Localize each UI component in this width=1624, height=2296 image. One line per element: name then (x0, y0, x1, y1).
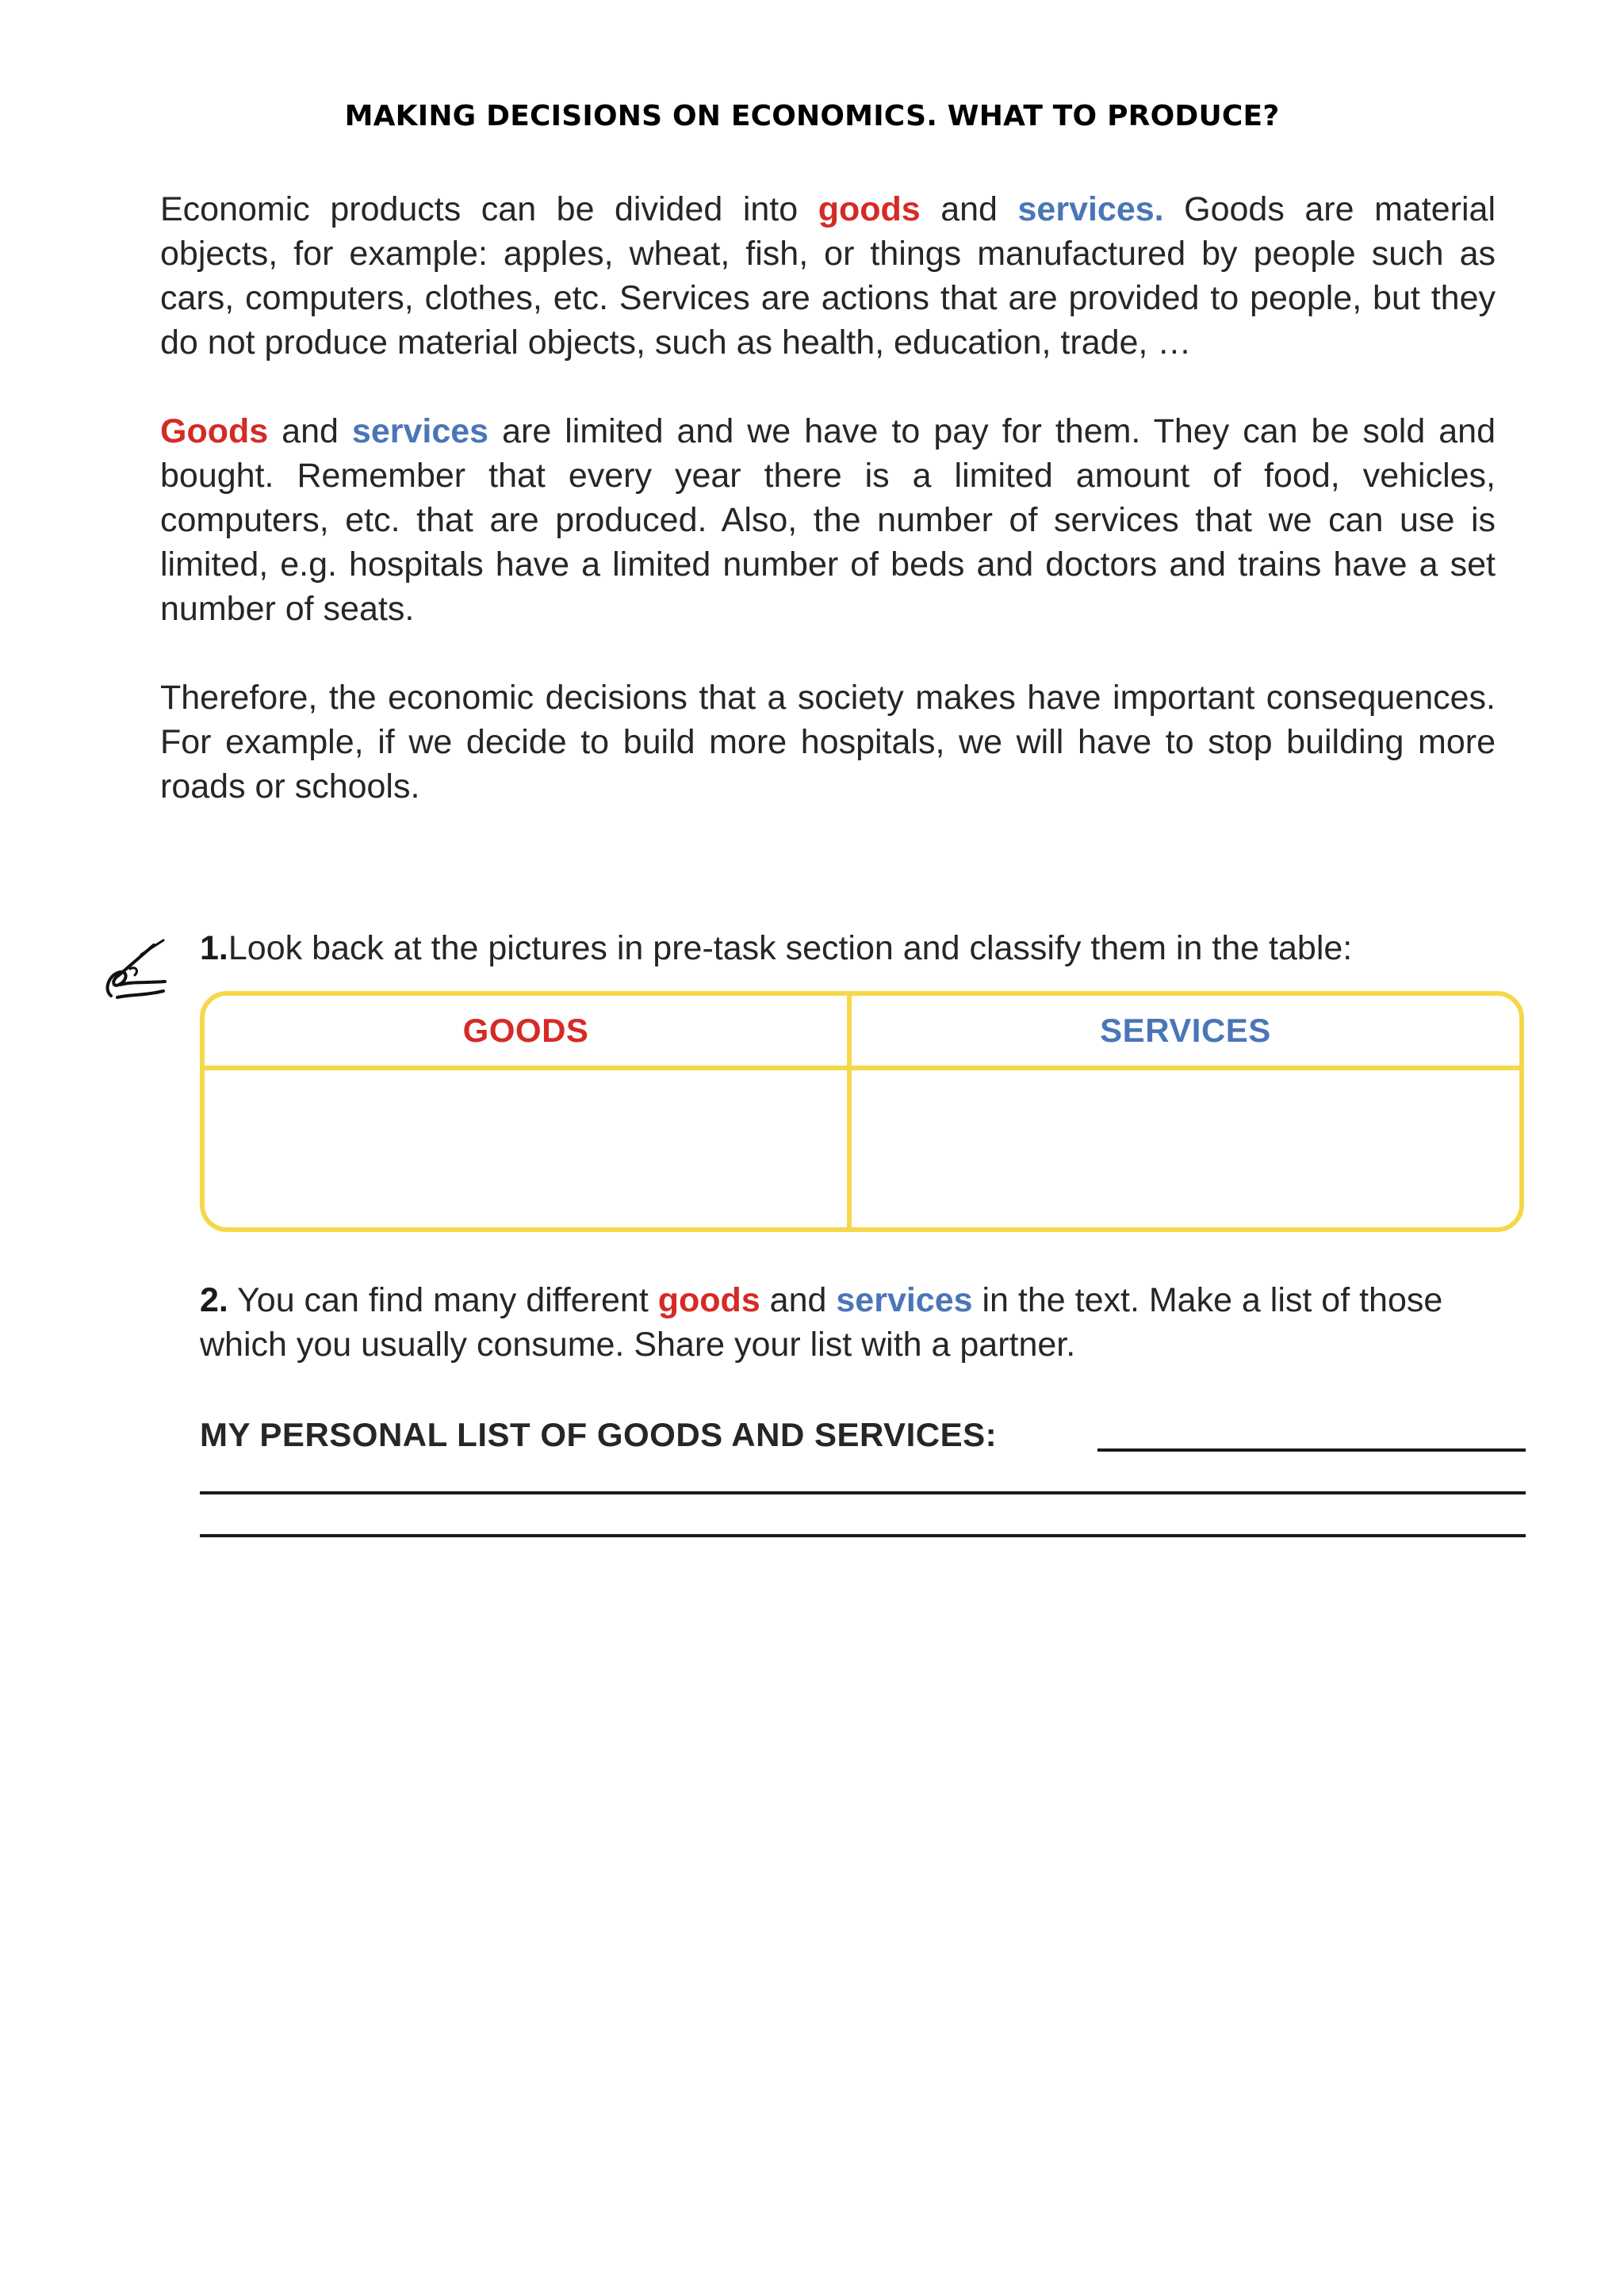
answer-line-3[interactable] (200, 1534, 1526, 1537)
p1-text-1: Economic products can be divided into (160, 190, 818, 228)
p2-text-2: are limited and we have to pay for them. They can be sold and bought. Remember that every year there is a limited amount of food, vehicles, computers, etc. that are produced. Also, the number of services that we can use is limited, e.g. hospitals have a limited number of beds and doctors and trains have a set number of seats. (160, 412, 1496, 628)
paragraph-goods-services-definition (160, 187, 1496, 365)
paragraph-consequences: Therefore, the economic decisions that a society makes have important consequences. For example, if we decide to build more hospitals, we will have to stop building more roads or schools. (160, 679, 1496, 806)
p1-goods-term: goods (818, 190, 921, 228)
classification-table (200, 991, 1524, 1232)
p1-services-term: services. (1017, 190, 1164, 228)
p1-text-3: Goods are material objects, for example: apples, wheat, fish, or things manufactured by people such as cars, computers, clothes, etc. Services are actions that are provided to people, but they do not produce material objects, such as health, education, trade, … (160, 190, 1496, 362)
p2-text-1: and (268, 412, 352, 450)
task-1-instruction (200, 926, 1529, 970)
paragraph-limited-resources (160, 409, 1496, 631)
answer-line-2[interactable] (200, 1491, 1526, 1494)
p1-text-2: and (920, 190, 1018, 228)
task-2-instruction (200, 1278, 1529, 1367)
p2-services-term: services (351, 412, 489, 450)
goods-answer-cell[interactable] (205, 1070, 847, 1227)
writing-hand-icon (95, 934, 174, 1013)
answer-line-1[interactable] (1097, 1448, 1526, 1452)
task-2-number: 2. (200, 1281, 228, 1319)
p2-goods-term: Goods (160, 412, 269, 450)
task-2-text-2: and (760, 1281, 837, 1319)
task-2-goods-term: goods (657, 1281, 760, 1319)
personal-list-title: MY PERSONAL LIST OF GOODS AND SERVICES: (200, 1416, 998, 1453)
task-2-text-1: You can find many different (228, 1281, 658, 1319)
goods-column-header: GOODS (462, 1012, 589, 1049)
page-title: MAKING DECISIONS ON ECONOMICS. WHAT TO PRODUCE? (344, 100, 1280, 132)
task-1-number: 1. (200, 929, 228, 967)
task-2-text-3: in the text. Make a list of those which you usually consume. Share your list with a partner. (200, 1281, 1443, 1364)
task-1-text: Look back at the pictures in pre-task section and classify them in the table: (228, 929, 1353, 967)
task-2-services-term: services (836, 1281, 973, 1319)
services-column-header: SERVICES (1100, 1012, 1271, 1049)
services-answer-cell[interactable] (852, 1070, 1519, 1227)
